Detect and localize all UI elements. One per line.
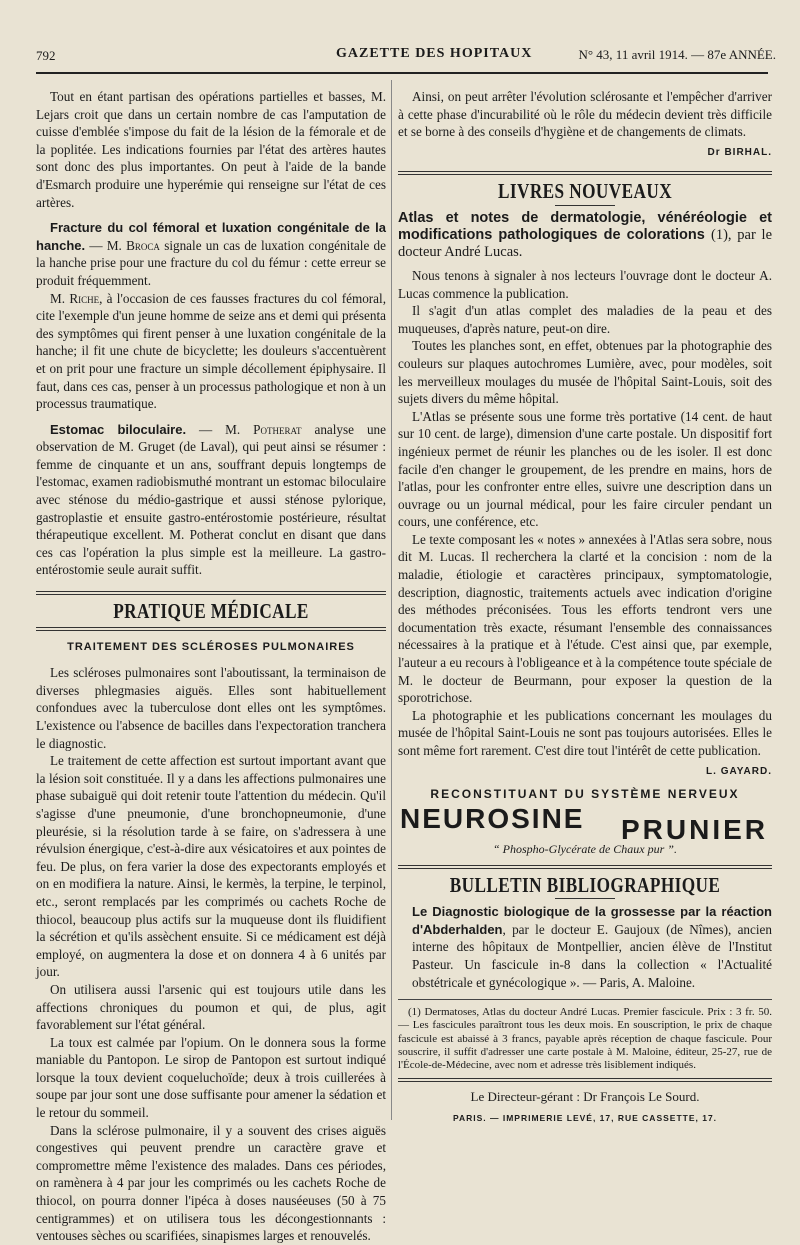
paragraph-heading: Fracture du col fémoral et luxation congénitale de la hanche. [36, 220, 386, 253]
section-rule [398, 171, 772, 175]
paragraph: Nous tenons à signaler à nos lecteurs l'ouvrage dont le docteur A. Lucas commence la publication. [398, 267, 772, 301]
book-entry [398, 210, 772, 261]
paragraph: L'Atlas se présente sous une forme très portative (14 cent. de haut sur 10 cent. de large), dimension d'une carte postale. Un dispositif fort ingénieux permet de réunir les planches ou de les isoler. Il est donc facile d'en changer le groupement, de les prendre en mains, hors de l'atlas, pour les confronter entre elles, suivre une description dans un ouvrage ou un journal médical, pour les faire circuler pendant un cours, une conférence, etc. [398, 408, 772, 530]
column-divider [391, 80, 392, 1120]
paragraph: Dans la sclérose pulmonaire, il y a souvent des crises aiguës congestives qui peuvent prendre un caractère grave et compromettre même l'existence des malades. Dans ces périodes, on ramènera à 4 par jour les comprimés ou les cachets Roche de thiocol, on pourra donner l'ipéca à doses nauséeuses (50 à 75 centigrammes) et on utilisera tous les décongestionnants : ventouses sèches ou scarifiées, sinapismes larges et renouvelés. [36, 1122, 386, 1244]
section-title: PRATIQUE MÉDICALE [113, 599, 309, 624]
footer-rule [398, 1078, 772, 1082]
footnote: (1) Dermatoses, Atlas du docteur André Lucas. Premier fascicule. Prix : 3 fr. 50. — Les fascicules paraîtront tous les deux mois. En souscription, le prix de chaque fascicule est abaissé à 3 francs, payable après réception de chaque fascicule. Pour souscrire, il suffit d'adresser une carte postale à M. Maloine, éditeur, 25-27, rue de l'École-de-Médecine, avec nom et adresse très lisiblement indiqués. [398, 1006, 772, 1071]
paragraph: Toutes les planches sont, en effet, obtenues par la photographie des couleurs sur plaques autochromes Lumière, avec, pour modèles, soit les merveilleux moulages du musée de l'hôpital Saint-Louis, soit des sujets divers du même hôpital. [398, 338, 772, 407]
section-title: LIVRES NOUVEAUX [497, 179, 673, 204]
signature: L. GAYARD. [706, 765, 772, 777]
text: Ainsi, on peut arrêter l'évolution sclérosante et l'empêcher d'arriver à cette phase d'incurabilité où le rôle du médecin devient très difficile et se borne à des conseils d'hygiène et de changements de climats. [398, 89, 772, 140]
paragraph: Tout en étant partisan des opérations partielles et basses, M. Lejars croit que dans un certain nombre de cas l'amputation de cuisse d'emblée s'impose du fait de la lésion de la fémorale et de la poplitée. Les indications fournies par l'état des artères hautes sont donc des plus importantes. On peut à l'aide de la bande d'Esmarch produire une hyperémie qui renseigne sur l'état de ces artères. [36, 89, 386, 210]
biblio-entry [398, 903, 772, 991]
subsection-title: TRAITEMENT DES SCLÉROSES PULMONAIRES [67, 640, 355, 653]
section-title: BULLETIN BIBLIOGRAPHIQUE [449, 872, 721, 897]
biblio-text: , par le docteur E. Gaujoux (de Nîmes), ancien interne des hôpitaux de Montpellier, ancien élève de l'Institut Pasteur. Un fascicule in-8 dans la collection « l'Actualité obstétricale et gynécologique ». — Paris, A. Maloine. [412, 921, 772, 990]
issue-info: N° 43, 11 avril 1914. — 87e ANNÉE. [578, 47, 776, 62]
director-line: Le Directeur-gérant : Dr François Le Sourd. [470, 1089, 700, 1105]
footnote-ref: (1) [711, 226, 728, 243]
paragraph: Les scléroses pulmonaires sont l'aboutissant, la terminaison de diverses phlegmasies aiguës. Elles sont habituellement confondues avec la tuberculose dont elles ont les symptômes. L'existence ou l'absence de bacilles dans l'expectoration tranchera le diagnostic. [36, 665, 386, 751]
right-column [398, 88, 772, 1127]
left-column [36, 88, 386, 1245]
book-title: Atlas et notes de dermatologie, vénéréologie et modifications pathologiques de colorations [398, 209, 772, 243]
book-author: , par le docteur André Lucas. [398, 226, 773, 260]
paragraph [36, 421, 386, 579]
short-rule [555, 205, 615, 206]
signature: Dr BIRHAL. [707, 146, 772, 158]
text: M. [50, 290, 66, 306]
paragraph: Le texte composant les « notes » annexées à l'Atlas sera sobre, nous dit M. Lucas. Il recherchera la clarté et la concision : nom de la maladie, étiologie et caractères principaux, symptomatologie, description, diagnostic, traitements actuels avec indication d'origine des méthodes préconisées. Tous les efforts tendront vers une documentation très exacte, résumant l'ensemble des connaissances nécessaires à la pratique et à l'étude. C'est ainsi que, par exemple, l'auteur a eu recours à l'obligeance et à la compétence toute spéciale de M. le docteur de Beurmann, pour exposer la question de la sporotrichose. [398, 531, 772, 706]
ad-brand-prunier: PRUNIER [620, 814, 768, 846]
paragraph: Il s'agit d'un atlas complet des maladies de la peau et des muqueuses, d'après nature, peut-on dire. [398, 303, 772, 336]
header-rule [36, 72, 768, 74]
text: — M. [186, 421, 241, 437]
text: signale un cas de luxation congénitale de la hanche prise pour une fracture du col du fémur : cette erreur se produit fréquemment. [36, 237, 387, 288]
page-header [36, 44, 776, 68]
text: — M. [85, 237, 122, 253]
ad-tagline: RECONSTITUANT DU SYSTÈME NERVEUX [430, 787, 740, 802]
section-rule [36, 627, 386, 631]
ad-brand-neurosine: NEUROSINE [400, 802, 585, 834]
paragraph [398, 707, 772, 777]
journal-title: GAZETTE DES HOPITAUX [336, 46, 533, 61]
ad-subtitle: “ Phospho-Glycérate de Chaux pur ”. [493, 841, 677, 856]
paragraph: Le traitement de cette affection est surtout important avant que la lésion soit constituée. Il y a dans les affections pulmonaires une phase subaiguë qui doit retenir toute l'attention du médecin. Qu'il s'agisse d'une pneumonie, d'une bronchopneumonie, d'une pleurésie, si la résolution tarde à se faire, on s'adressera à une révulsion énergique, c'est-à-dire aux vésicatoires et aux pointes de feu. De plus, on fera varier la dose des expectorants employés et on en modifiera la nature. Ainsi, le kermès, la terpine, le terpinol, etc., seront remplacés par les comprimés ou cachets Roche de thiocol, beaucoup plus actifs sur la muqueuse dont ils fluidifient la sécrétion et qu'ils assèchent ensuite. Si ce médicament est déjà employé, on augmentera la dose et on donnera 4 à 6 unités par jour. [36, 753, 386, 980]
advertisement [398, 786, 772, 858]
person-name: Broca [126, 237, 160, 253]
person-name: Riche [69, 290, 100, 306]
section-rule [398, 865, 772, 869]
imprint: PARIS. — IMPRIMERIE LEVÉ, 17, RUE CASSETTE, 17. [452, 1112, 718, 1123]
page-number: 792 [36, 48, 56, 63]
short-rule [555, 898, 615, 899]
footnote-rule [398, 999, 772, 1000]
paragraph [398, 88, 772, 158]
text: analyse une observation de M. Gruget (de Laval), qui peut ainsi se résumer : femme de cinquante et un ans, souffrant depuis longtemps de l'estomac, examen radiobismuthé montrant un estomac biloculaire avec sténose du médio-gastrique et aussi sténose pylorique, gastroplastie et ensuite gastro-entérostomie postérieure, résultat thérapeutique excellent. M. Potherat conclut en disant que dans ces cas l'opération la plus simple est la meilleure. La gastro-entérostomie seule aurait suffit. [36, 421, 387, 578]
paragraph-heading: Estomac biloculaire. [50, 421, 187, 437]
paragraph: La toux est calmée par l'opium. On le donnera sous la forme maniable du Pantopon. Le sirop de Pantopon est surtout indiqué lorsque la toux devient coqueluchoïde; deux à trois cuillerées à soupe par jour sont une dose suffisante pour amener la sédation et le retour du sommeil. [36, 1034, 386, 1121]
biblio-title: Le Diagnostic biologique de la grossesse par la réaction d'Abderhalden [412, 904, 772, 937]
paragraph [36, 219, 386, 289]
section-rule [36, 591, 386, 595]
text: , à l'occasion de ces fausses fractures du col fémoral, cite l'exemple d'un jeune homme de seize ans et demi qui présenta des symptômes qui firent penser à une luxation congénitale de la hanche; il fit une chute de bicyclette; les douleurs s'accentuèrent et on prit pour une fracture un simple décollement épiphysaire. Il faut, dans ces cas, penser à un processus pathologique et non à un processus traumatique. [36, 290, 386, 412]
paragraph [36, 290, 386, 413]
paragraph: On utilisera aussi l'arsenic qui est toujours utile dans les affections chroniques du poumon et qui, de plus, agit favorablement sur l'état général. [36, 981, 386, 1033]
person-name: Potherat [253, 421, 302, 437]
text: La photographie et les publications concernant les moulages du musée de l'hôpital Saint-Louis ne sont pas toujours autorisées. Elles le sont même fort rarement. C'est dire tout l'intérêt de cette publication. [398, 707, 772, 758]
